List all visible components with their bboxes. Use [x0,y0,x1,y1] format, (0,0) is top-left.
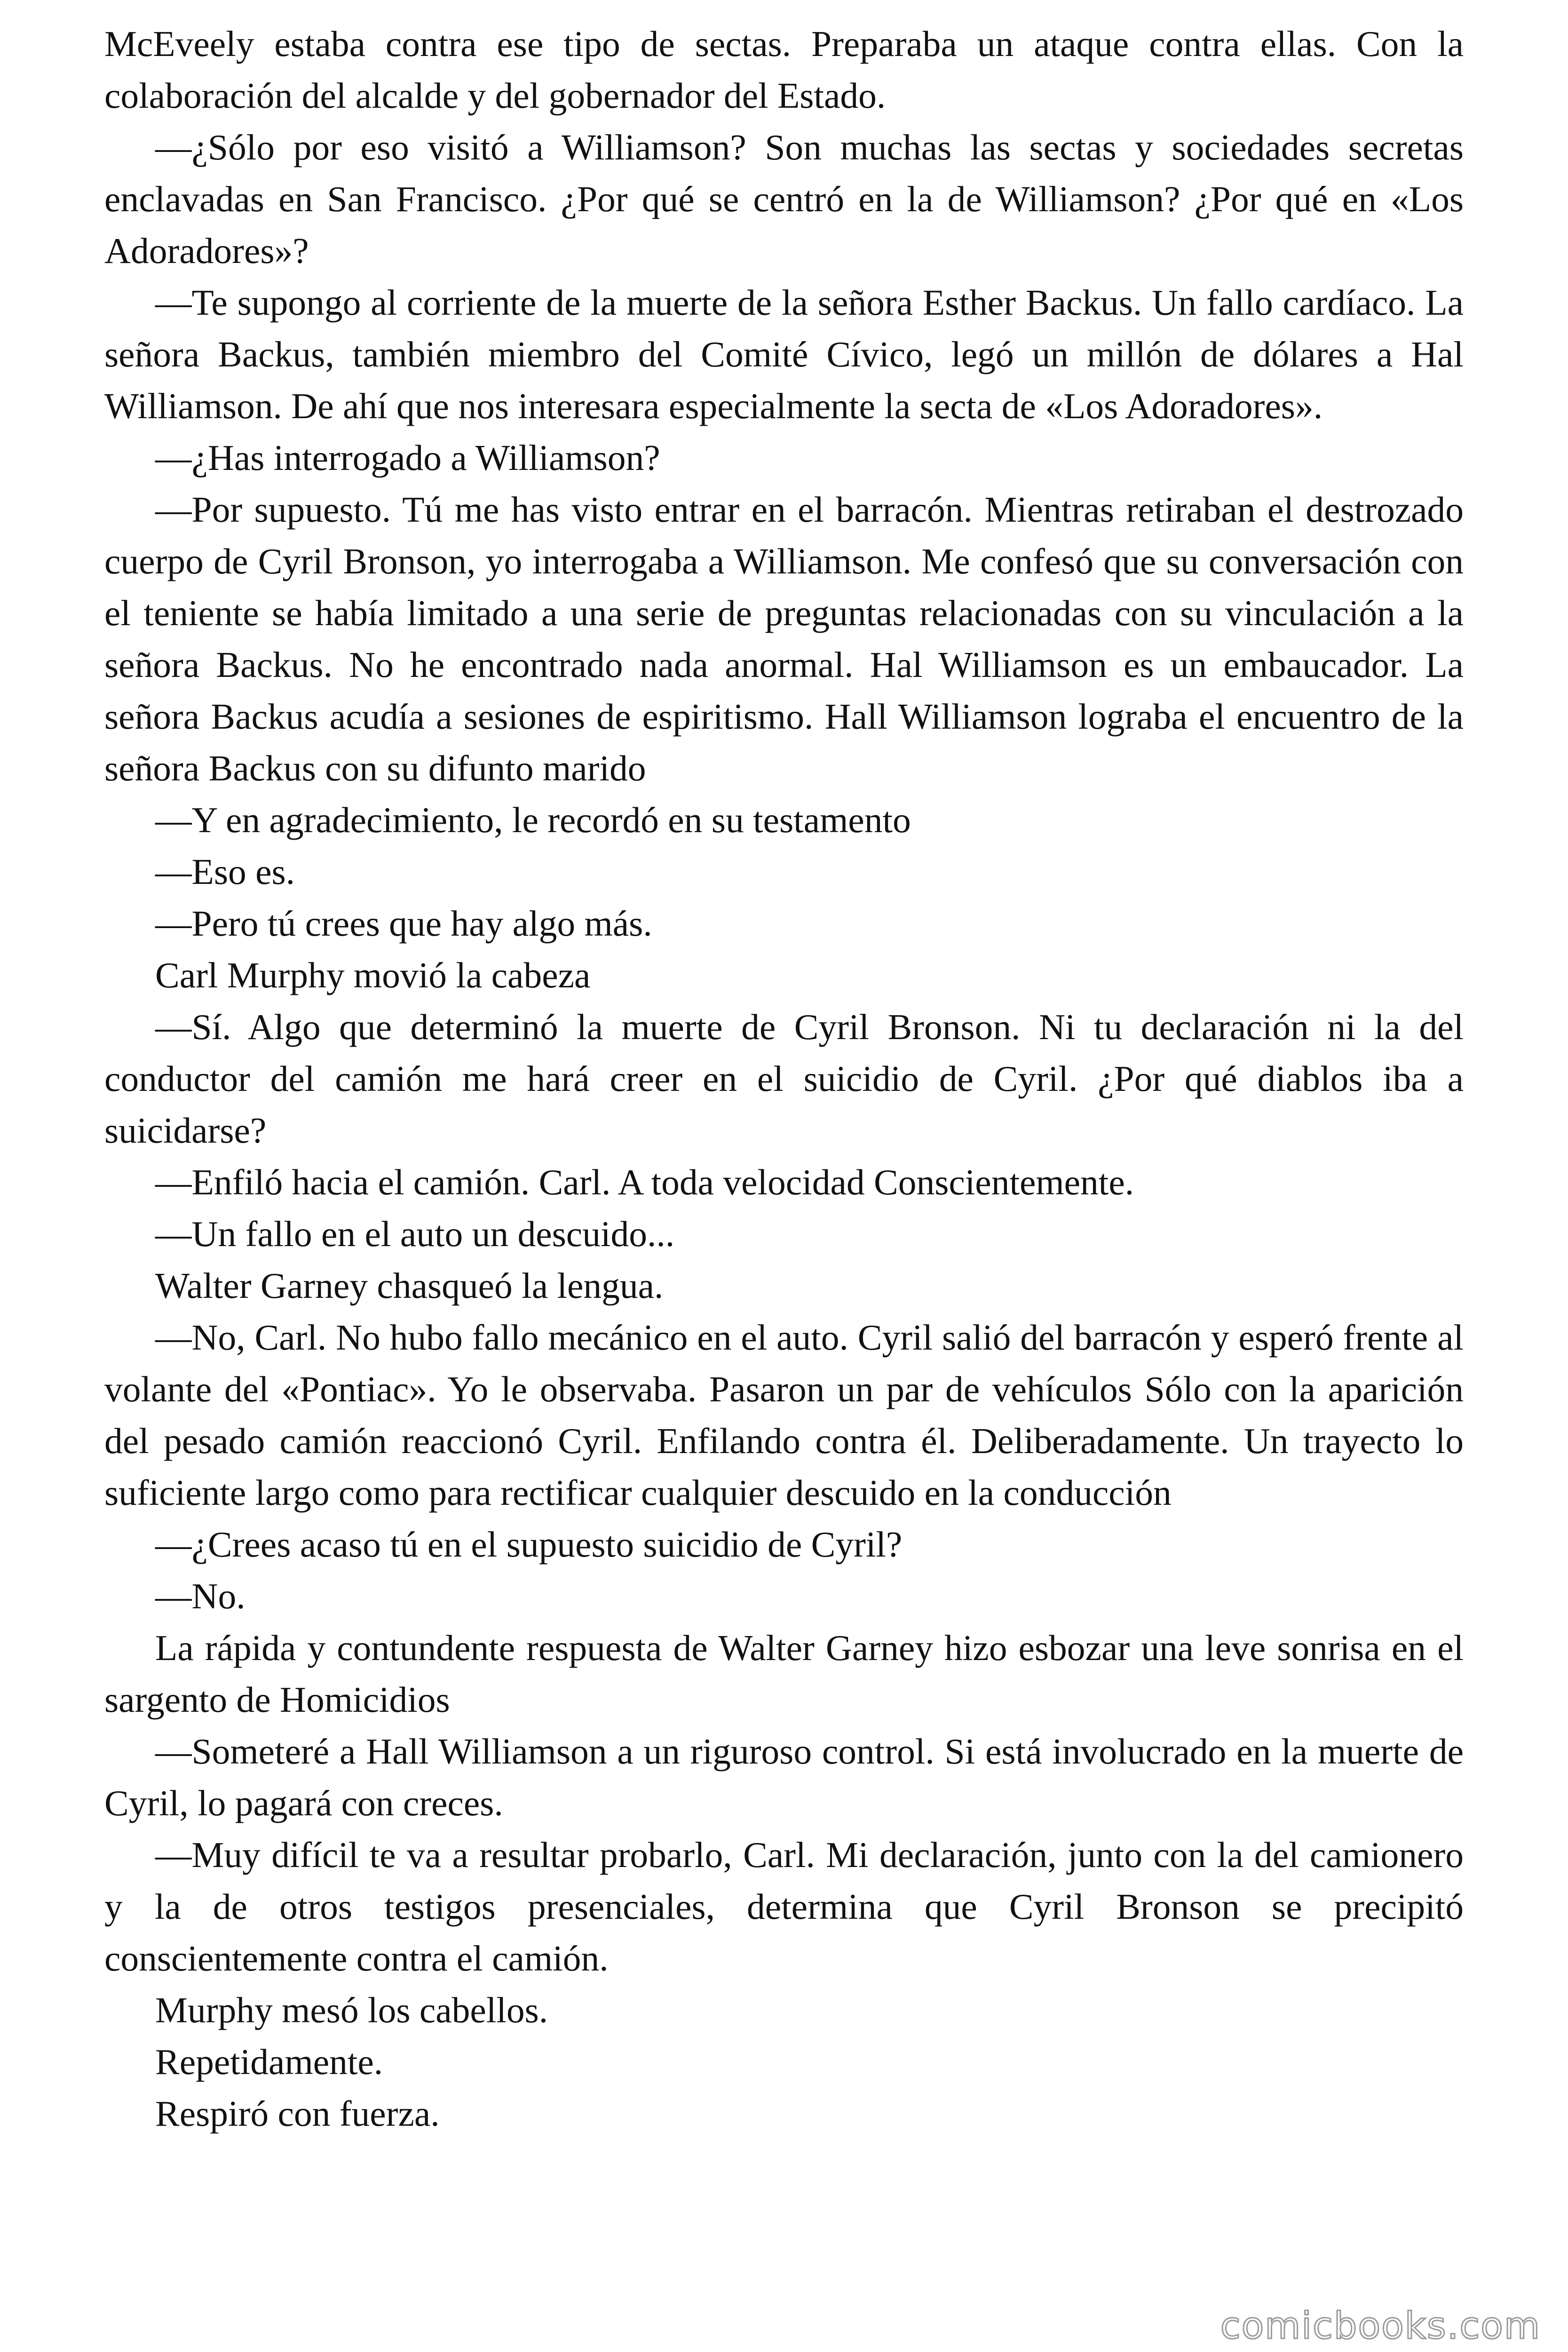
paragraph: —Un fallo en el auto un descuido... [155,1214,675,1254]
watermark: comicbooks.com [1220,2305,1541,2347]
paragraph: —¿Has interrogado a Williamson? [155,437,660,478]
paragraph: —Enfiló hacia el camión. Carl. A toda velocidad Conscientemente. [155,1162,1134,1202]
paragraph: La rápida y contundente respuesta de Walter Garney hizo esbozar una leve sonrisa en el sargento de Homicidios [104,1628,1464,1720]
paragraph: —Y en agradecimiento, le recordó en su testamento [155,800,911,840]
paragraph: —Por supuesto. Tú me has visto entrar en el barracón. Mientras retiraban el destrozado cuerpo de Cyril Bronson, yo interrogaba a Williamson. Me confesó que su conversación con el teniente se había limitado a una serie de preguntas relacionadas con su vinculación a la señora Backus. No he encontrado nada anormal. Hal Williamson es un embaucador. La señora Backus acudía a sesiones de espiritismo. Hall Williamson lograba el encuentro de la señora Backus con su difunto marido [104,489,1464,788]
paragraph: —Eso es. [155,851,295,892]
paragraph: —Someteré a Hall Williamson a un riguroso control. Si está involucrado en la muerte de Cyril, lo pagará con creces. [104,1731,1464,1823]
paragraph: —Sí. Algo que determinó la muerte de Cyril Bronson. Ni tu declaración ni la del conductor del camión me hará creer en el suicidio de Cyril. ¿Por qué diablos iba a suicidarse? [104,1007,1464,1151]
paragraph: —¿Sólo por eso visitó a Williamson? Son muchas las sectas y sociedades secretas enclavadas en San Francisco. ¿Por qué se centró en la de Williamson? ¿Por qué en «Los Adoradores»? [104,127,1464,271]
paragraph: Murphy mesó los cabellos. [155,1990,548,2030]
paragraph: Repetidamente. [155,2042,383,2082]
paragraph: —¿Crees acaso tú en el supuesto suicidio de Cyril? [155,1524,903,1565]
paragraph: —No. [155,1576,245,1616]
paragraph: —Te supongo al corriente de la muerte de la señora Esther Backus. Un fallo cardíaco. La señora Backus, también miembro del Comité Cívico, legó un millón de dólares a Hal Williamson. De ahí que nos interesara especialmente la secta de «Los Adoradores». [104,282,1464,426]
page-body [104,18,1464,2139]
paragraph: Carl Murphy movió la cabeza [155,955,591,995]
paragraph: —Pero tú crees que hay algo más. [155,903,652,944]
paragraph: —No, Carl. No hubo fallo mecánico en el auto. Cyril salió del barracón y esperó frente al volante del «Pontiac». Yo le observaba. Pasaron un par de vehículos Sólo con la aparición del pesado camión reaccionó Cyril. Enfilando contra él. Deliberadamente. Un trayecto lo suficiente largo como para rectificar cualquier descuido en la conducción [104,1317,1464,1513]
paragraph: Respiró con fuerza. [155,2093,440,2134]
paragraph: —Muy difícil te va a resultar probarlo, Carl. Mi declaración, junto con la del camionero y la de otros testigos presenciales, determina que Cyril Bronson se precipitó conscientemente contra el camión. [104,1835,1464,1979]
paragraph: McEveely estaba contra ese tipo de sectas. Preparaba un ataque contra ellas. Con la colaboración del alcalde y del gobernador del Estado. [104,24,1464,116]
paragraph: Walter Garney chasqueó la lengua. [155,1265,664,1306]
